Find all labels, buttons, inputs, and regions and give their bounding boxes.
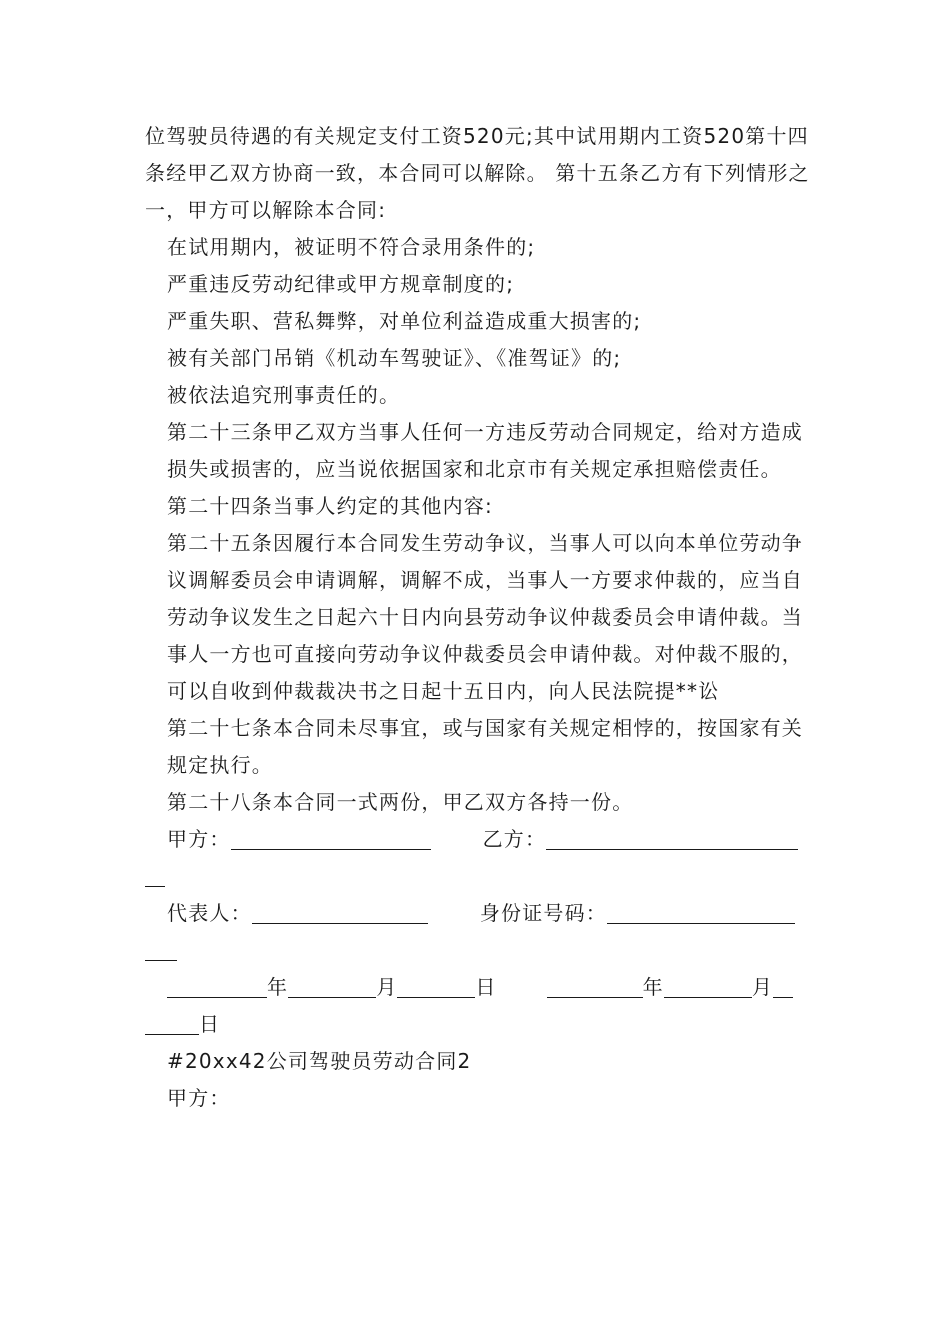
signature-date-continued: [145, 1006, 810, 1043]
month-blank: [288, 975, 376, 998]
paragraph-clause-28: 第二十八条本合同一式两份，甲乙双方各持一份。: [167, 790, 634, 814]
paragraph-clause-24: 第二十四条当事人约定的其他内容:: [167, 494, 493, 518]
paragraph-clause-27: 第二十七条本合同未尽事宜，或与国家有关规定相悖的，按国家有关规定执行。: [167, 716, 803, 777]
id-blank-continued: [145, 932, 810, 969]
paragraph-clause-25: 第二十五条因履行本合同发生劳动争议，当事人可以向本单位劳动争议调解委员会申请调解，调解不成，当事人一方要求仲裁的，应当自劳动争议发生之日起六十日内向县劳动争议仲裁委员会申请仲裁。当事人一方也可直接向劳动争议仲裁委员会申请仲裁。对仲裁不服的，可以自收到仲裁裁决书之日起十五日内，向人民法院提**讼: [167, 531, 803, 703]
year-label: 年: [267, 975, 289, 999]
month-label: 月: [376, 975, 398, 999]
party-b-label: 乙方：: [482, 827, 547, 851]
day-label: 日: [475, 975, 497, 999]
month-label-b: 月: [751, 975, 774, 999]
party-a-blank: [231, 827, 431, 850]
list-item: 在试用期内，被证明不符合录用条件的;: [167, 235, 536, 259]
paragraph-clause-23: 第二十三条甲乙双方当事人任何一方违反劳动合同规定，给对方造成损失或损害的，应当说依据国家和北京市有关规定承担赔偿责任。: [167, 420, 803, 481]
year-blank-b: [547, 975, 643, 998]
signature-date-row: [145, 969, 810, 1006]
contract-text: [145, 118, 810, 1117]
day-blank-b: [773, 975, 793, 998]
next-contract-heading: #20xx42公司驾驶员劳动合同2: [167, 1049, 472, 1073]
year-label-b: 年: [642, 975, 664, 999]
signature-party-row: [145, 821, 810, 858]
list-item: 严重失职、营私舞弊，对单位利益造成重大损害的;: [167, 309, 642, 333]
party-b-blank-continued: [145, 858, 810, 895]
representative-blank: [252, 901, 428, 924]
day-blank: [397, 975, 475, 998]
id-number-blank: [607, 901, 795, 924]
id-number-label: 身份证号码：: [479, 901, 608, 925]
paragraph-clause-14-15: 位驾驶员待遇的有关规定支付工资520元;其中试用期内工资520第十四条经甲乙双方协商一致，本合同可以解除。 第十五条乙方有下列情形之一，甲方可以解除本合同:: [145, 124, 810, 222]
list-item: 被依法追究刑事责任的。: [167, 383, 401, 407]
day-label-b: 日: [199, 1012, 221, 1036]
month-blank-b: [664, 975, 752, 998]
signature-rep-row: [145, 895, 810, 932]
representative-label: 代表人：: [167, 901, 252, 925]
year-blank: [167, 975, 267, 998]
list-item: 严重违反劳动纪律或甲方规章制度的;: [167, 272, 515, 296]
party-a-label: 甲方：: [167, 827, 231, 851]
day-blank-b-continued: [145, 1012, 199, 1035]
party-b-blank: [546, 827, 798, 850]
list-item: 被有关部门吊销《机动车驾驶证》、《准驾证》的;: [167, 346, 622, 370]
next-contract-party-a: 甲方：: [167, 1086, 231, 1110]
